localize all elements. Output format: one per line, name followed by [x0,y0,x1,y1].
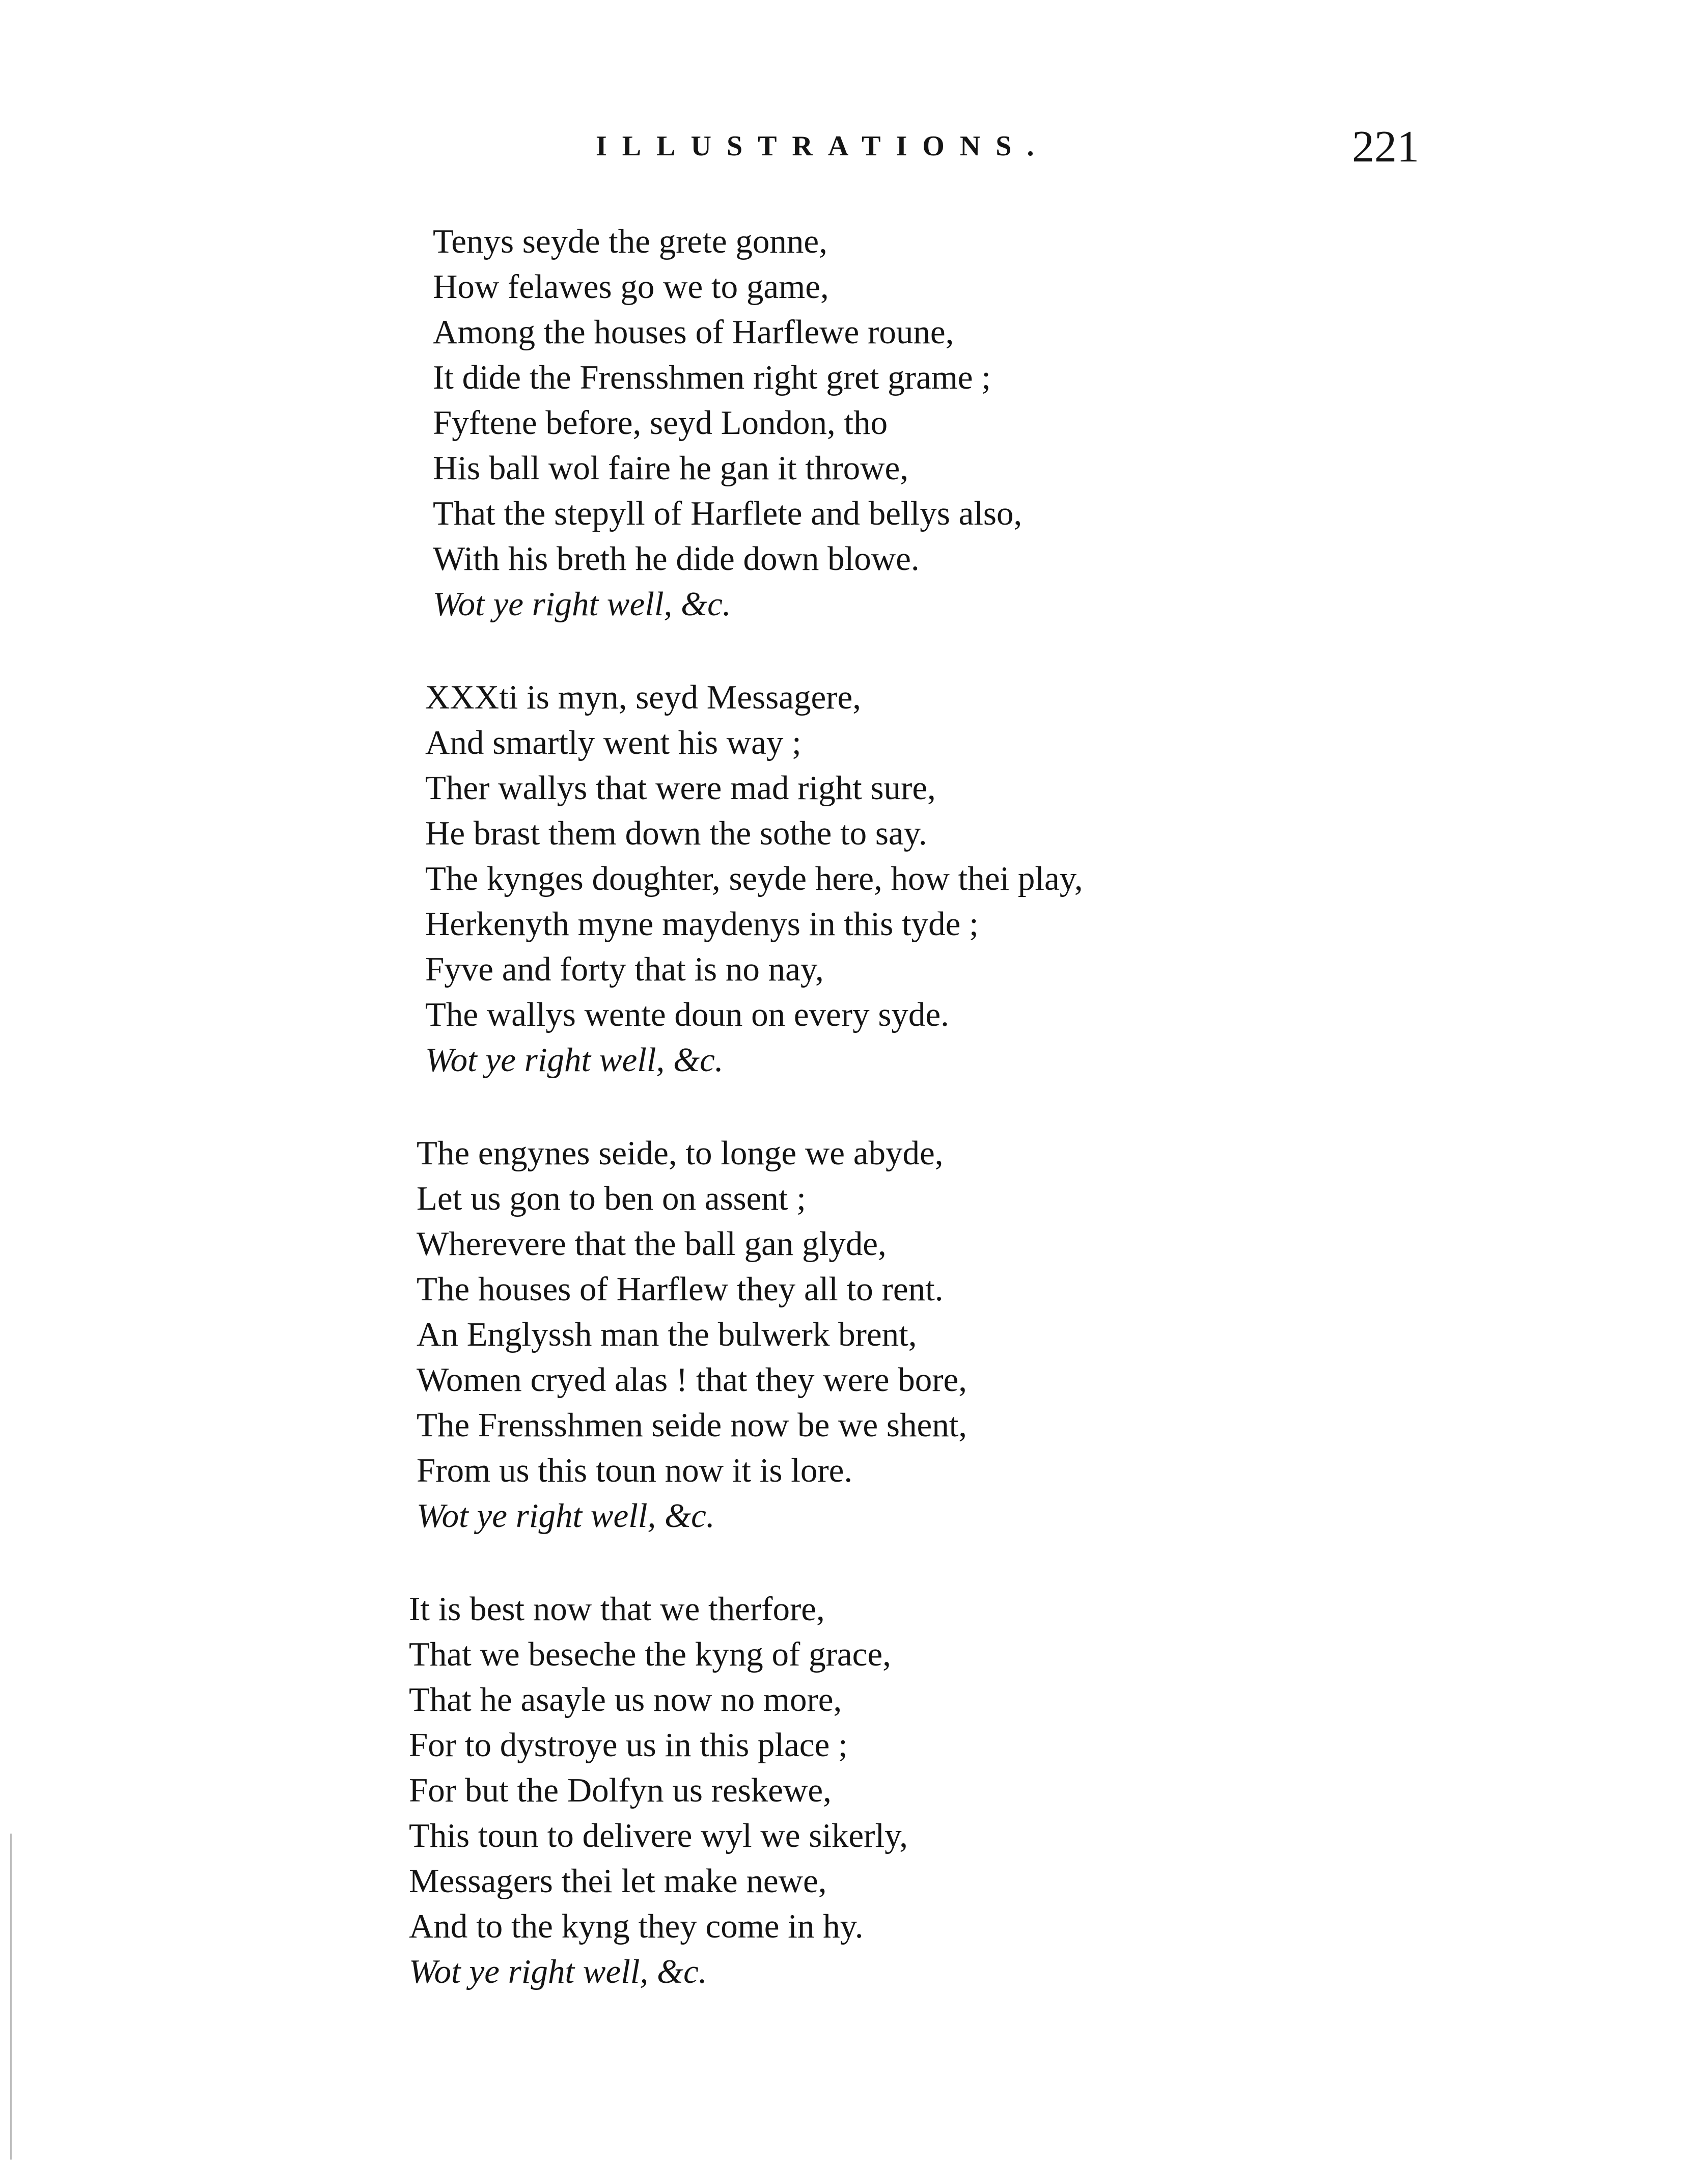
verse-line: For but the Dolfyn us reskewe, [409,1771,832,1809]
verse-line: It dide the Frensshmen right gret grame ; [433,359,991,396]
refrain-line: Wot ye right well, &c. [409,1953,707,1990]
verse-line: Among the houses of Harflewe roune, [433,313,954,351]
verse-line: Fyve and forty that is no nay, [425,950,824,988]
refrain-line: Wot ye right well, &c. [425,1041,724,1079]
verse-line: That he asayle us now no more, [409,1681,842,1718]
verse-line: Let us gon to ben on assent ; [417,1180,806,1217]
verse-line: His ball wol faire he gan it throwe, [433,449,909,487]
verse-line: This toun to delivere wyl we sikerly, [409,1817,908,1854]
verse-line: With his breth he dide down blowe. [433,540,920,578]
scan-margin-rule [10,1834,12,2160]
verse-line: And to the kyng they come in hy. [409,1907,864,1945]
verse-line: Ther wallys that were mad right sure, [425,769,936,807]
verse-line: From us this toun now it is lore. [417,1452,853,1489]
verse-line: For to dystroye us in this place ; [409,1726,848,1764]
verse-line: It is best now that we therfore, [409,1590,825,1628]
verse-line: The kynges doughter, seyde here, how thei play, [425,860,1083,897]
verse-line: That we beseche the kyng of grace, [409,1635,891,1673]
verse-line: The engynes seide, to longe we abyde, [417,1134,944,1172]
verse-line: How felawes go we to game, [433,268,829,306]
stanza-3 [417,1131,1435,1539]
stanza-2 [425,675,1444,1083]
verse-line: Fyftene before, seyd London, tho [433,404,888,442]
verse-line: And smartly went his way ; [425,724,801,761]
verse-line: The wallys wente doun on every syde. [425,996,949,1033]
running-title: ILLUSTRATIONS. [596,130,1049,162]
verse-line: Tenys seyde the grete gonne, [433,223,827,260]
verse-line: An Englyssh man the bulwerk brent, [417,1316,917,1353]
page-number: 221 [1352,122,1419,172]
verse-line: That the stepyll of Harflete and bellys also, [433,495,1022,532]
verse-line: Women cryed alas ! that they were bore, [417,1361,968,1399]
verse-line: The Frensshmen seide now be we shent, [417,1406,968,1444]
stanza-1 [433,219,1451,627]
refrain-line: Wot ye right well, &c. [417,1497,715,1535]
verse-line: Messagers thei let make newe, [409,1862,827,1900]
verse-line: Herkenyth myne maydenys in this tyde ; [425,905,979,943]
refrain-line: Wot ye right well, &c. [433,585,731,623]
verse-line: XXXti is myn, seyd Messagere, [425,678,861,716]
verse-line: The houses of Harflew they all to rent. [417,1270,944,1308]
verse-line: Wherevere that the ball gan glyde, [417,1225,887,1263]
verse-line: He brast them down the sothe to say. [425,814,927,852]
stanza-4 [409,1587,1427,1995]
